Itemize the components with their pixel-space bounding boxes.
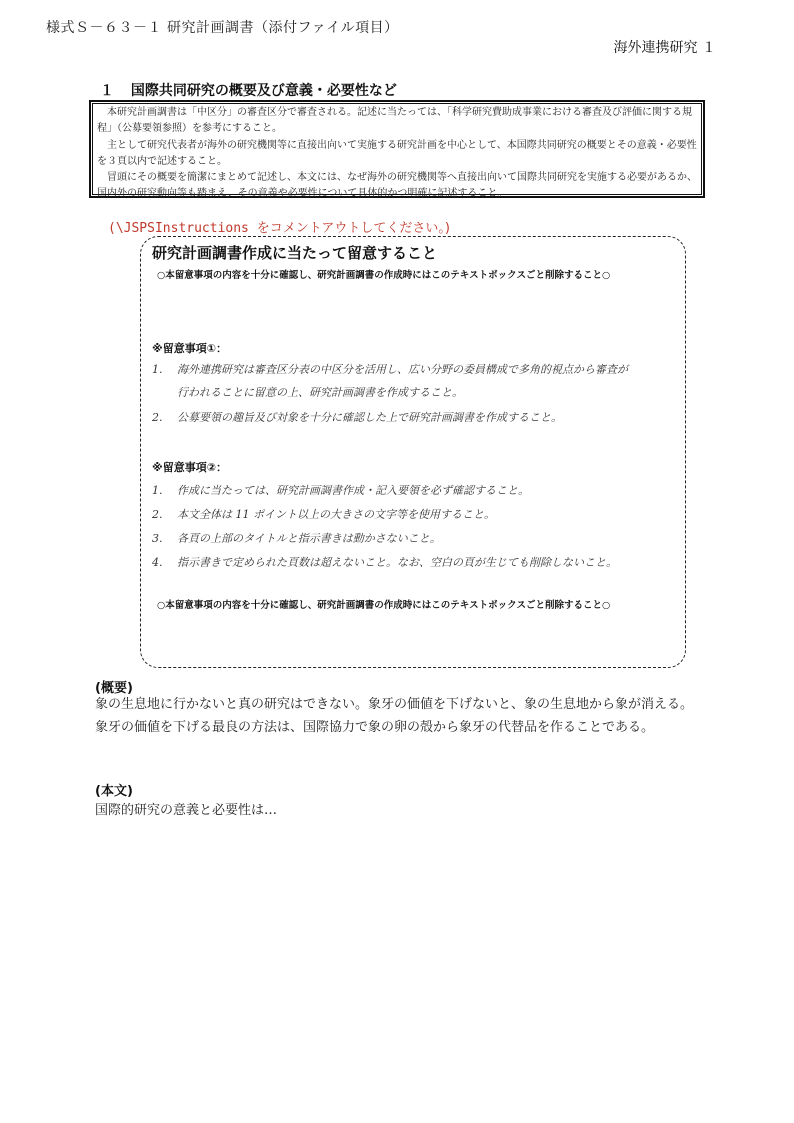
notes-delete-notice-top: ○本留意事項の内容を十分に確認し、研究計画調書の作成時にはこのテキストボックスごと削除すること○ — [157, 270, 611, 281]
notes-group2-heading: ※留意事項②： — [152, 461, 228, 474]
comment-code: (\JSPSInstructions — [108, 221, 249, 236]
notes-title: 研究計画調書作成に当たって留意すること — [152, 244, 438, 262]
comment-out-notice — [108, 217, 450, 236]
main-text-body[interactable]: 国際的研究の意義と必要性は… — [95, 803, 278, 818]
instruction-paragraph: 主として研究代表者が海外の研究機関等に直接出向いて実施する研究計画を中心として、本国際共同研究の概要とその意義・必要性を３頁以内で記述すること。 — [97, 139, 697, 167]
notes-group2-item: 1. 作成に当たっては、研究計画調書作成・記入要領を必ず確認すること。 — [152, 484, 529, 497]
notes-group1-item: 1. 海外連携研究は審査区分表の中区分を活用し、広い分野の委員構成で多角的視点から審査が 行われることに留意の上、研究計画調書を作成すること。 — [152, 363, 628, 399]
instruction-paragraph: 冒頭にその概要を簡潔にまとめて記述し、本文には、なぜ海外の研究機関等へ直接出向いて国際共同研究を実施する必要があるか、国内外の研究動向等も踏まえ、その意義や必要性について具体的かつ明確に記述すること。 — [97, 172, 697, 200]
notes-group1-heading: ※留意事項①： — [152, 342, 228, 355]
notes-delete-notice-bottom: ○本留意事項の内容を十分に確認し、研究計画調書の作成時にはこのテキストボックスごと削除すること○ — [157, 600, 611, 611]
notes-group2-item: 4. 指示書きで定められた頁数は超えないこと。なお、空白の頁が生じても削除しないこと。 — [152, 556, 617, 569]
form-id-header: 様式Ｓ－６３－１ 研究計画調書（添付ファイル項目） — [46, 20, 399, 36]
comment-text: をコメントアウトしてください。) — [256, 221, 450, 236]
summary-text[interactable]: 象の生息地に行かないと真の研究はできない。象牙の価値を下げないと、象の生息地から象が消える。象牙の価値を下げる最良の方法は、国際協力で象の卵の殻から象牙の代替品を作ることである。 — [95, 697, 694, 735]
instruction-paragraph: 本研究計画調書は「中区分」の審査区分で審査される。記述に当たっては、「科学研究費助成事業における審査及び評価に関する規程」（公募要領参照）を参考にすること。 — [97, 107, 692, 135]
document-type-label: 海外連携研究 １ — [613, 40, 716, 56]
notes-group2-item: 2. 本文全体は 11 ポイント以上の大きさの文字等を使用すること。 — [152, 508, 495, 521]
section-title: 国際共同研究の概要及び意義・必要性など — [130, 83, 397, 99]
instructions-box — [89, 100, 705, 198]
main-text-label: (本文) — [95, 784, 133, 799]
summary-label: (概要) — [95, 681, 133, 696]
notes-group1-item: 2. 公募要領の趣旨及び対象を十分に確認した上で研究計画調書を作成すること。 — [152, 411, 562, 424]
section-heading — [100, 80, 397, 100]
notes-group2-item: 3. 各頁の上部のタイトルと指示書きは動かさないこと。 — [152, 532, 441, 545]
section-number: １ — [100, 83, 114, 99]
